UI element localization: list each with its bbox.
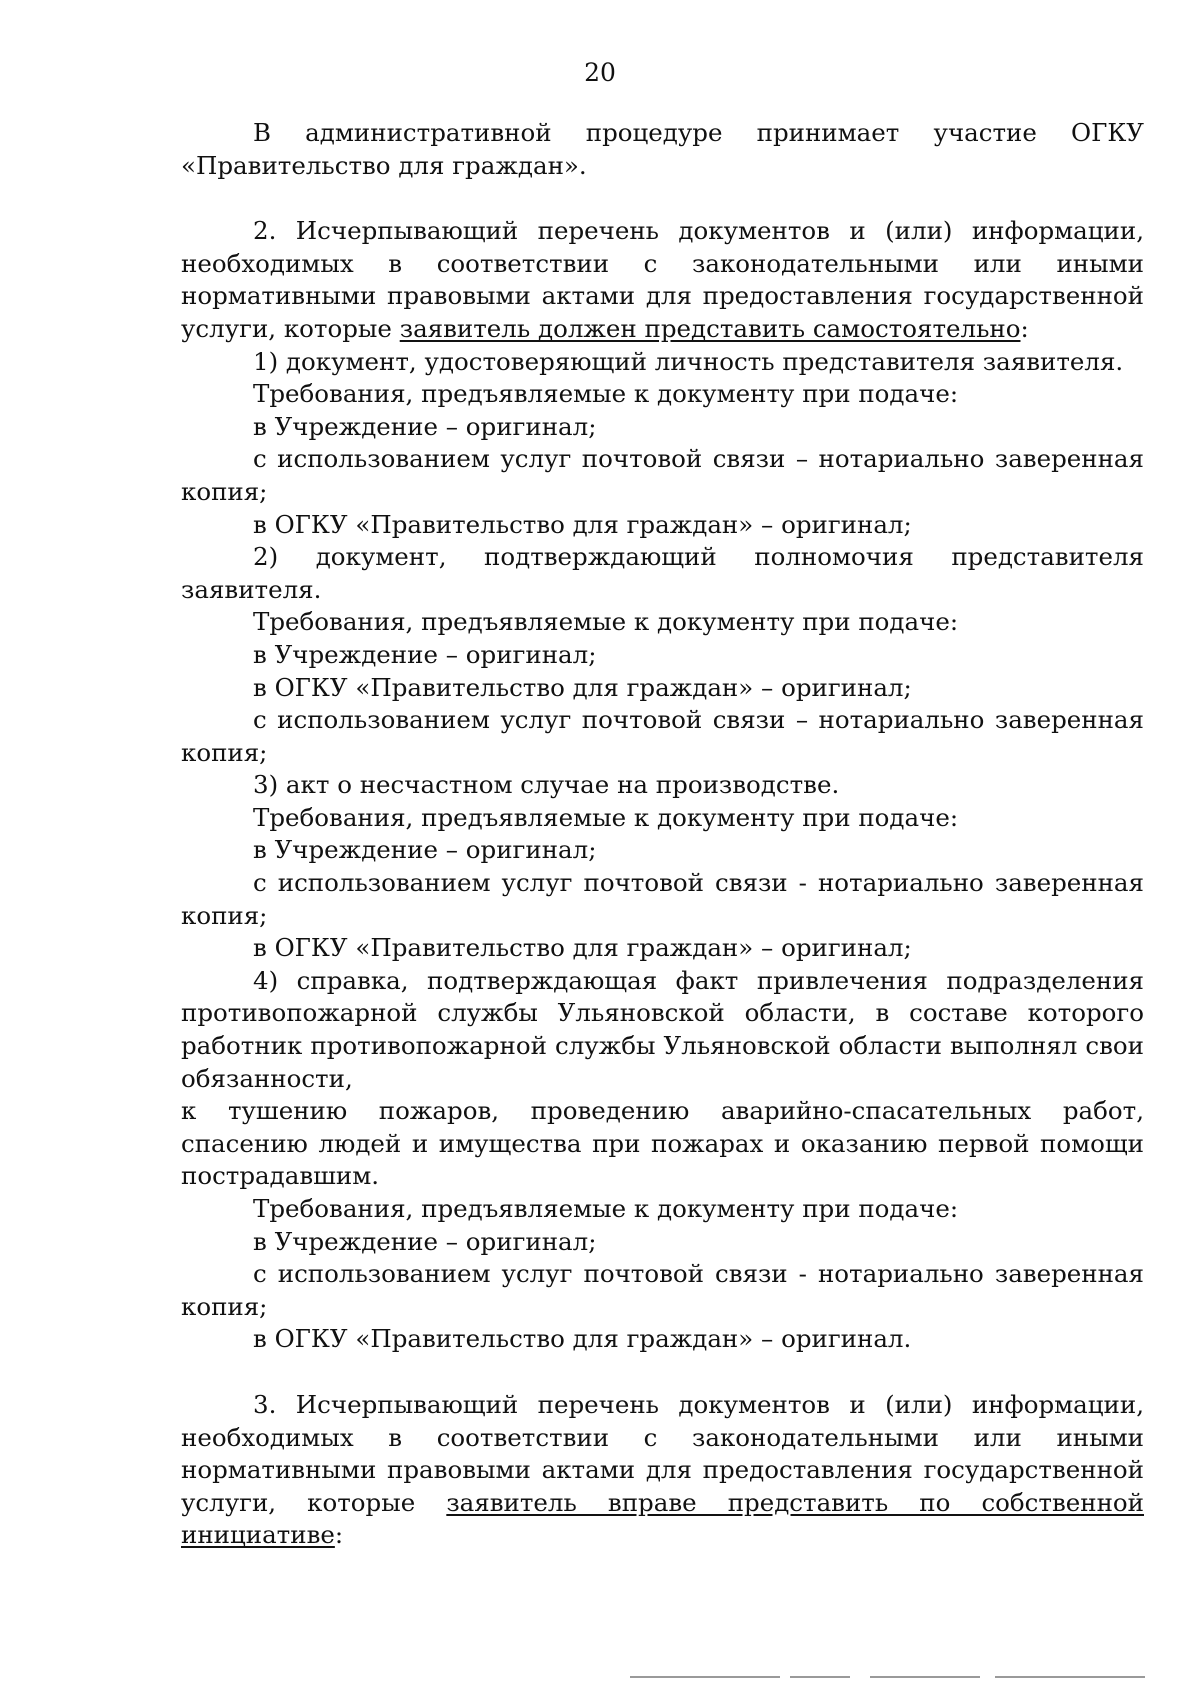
paragraph-text: 3. Исчерпывающий перечень документов и (или) информации, необходимых в соответствии с законодательными или иными нормативными правовыми актами для предоставления государственной услуги, которые — [181, 1389, 1144, 1517]
scan-artifact-line — [790, 1676, 850, 1678]
document-paragraph: 1) документ, удостоверяющий личность представителя заявителя. — [253, 346, 1124, 376]
document-paragraph — [181, 215, 1144, 345]
page-number: 20 — [584, 58, 616, 87]
document-body — [181, 117, 1144, 1552]
document-paragraph: с использованием услуг почтовой связи - нотариально заверенная копия; — [181, 1259, 1144, 1321]
document-paragraph: в Учреждение – оригинал; — [253, 835, 597, 865]
paragraph-text: : — [334, 1520, 344, 1550]
document-paragraph: В административной процедуре принимает участие ОГКУ — [253, 118, 1144, 147]
paragraph-gap — [181, 182, 1144, 215]
document-paragraph: Требования, предъявляемые к документу при подаче: — [253, 1194, 959, 1223]
paragraph-gap — [181, 1356, 1144, 1389]
document-paragraph: с использованием услуг почтовой связи – нотариально заверенная копия; — [181, 444, 1144, 506]
document-paragraph — [181, 1389, 1144, 1552]
document-paragraph: 2) документ, подтверждающий полномочия представителя заявителя. — [181, 542, 1144, 604]
underlined-emphasis: заявитель вправе представить по собственной инициативе — [181, 1487, 1144, 1550]
document-paragraph: к тушению пожаров, проведению аварийно-спасательных работ, спасению людей и имущества при пожарах и оказанию первой помощи пострадавшим. — [181, 1096, 1144, 1191]
document-paragraph: «Правительство для граждан». — [181, 150, 587, 180]
paragraph-text: : — [1020, 313, 1029, 343]
document-paragraph: в Учреждение – оригинал; — [253, 411, 597, 441]
paragraph-text: 2. Исчерпывающий перечень документов и (или) информации, необходимых в соответствии с законодательными или иными нормативными правовыми актами для предоставления государственной услуги, которые — [181, 216, 1144, 343]
underlined-emphasis: заявитель должен представить самостоятельно — [399, 313, 1021, 343]
scan-artifact-line — [870, 1676, 980, 1678]
document-paragraph: с использованием услуг почтовой связи – нотариально заверенная копия; — [181, 705, 1144, 767]
document-paragraph: Требования, предъявляемые к документу при подаче: — [253, 607, 959, 637]
document-paragraph: 4) справка, подтверждающая факт привлечения подразделения противопожарной службы Ульяновской области, в составе которого работник противопожарной службы Ульяновской области выполнял свои обязанности, — [181, 965, 1144, 1093]
document-paragraph: Требования, предъявляемые к документу при подаче: — [253, 802, 959, 832]
document-paragraph: с использованием услуг почтовой связи - нотариально заверенная копия; — [181, 868, 1144, 930]
document-paragraph: Требования, предъявляемые к документу при подаче: — [253, 379, 959, 409]
scan-artifact-line — [630, 1676, 780, 1678]
document-paragraph: в Учреждение – оригинал; — [253, 1226, 597, 1256]
document-paragraph: в ОГКУ «Правительство для граждан» – оригинал; — [253, 509, 912, 539]
document-paragraph: в ОГКУ «Правительство для граждан» – оригинал; — [253, 672, 912, 702]
document-paragraph: 3) акт о несчастном случае на производстве. — [253, 770, 840, 800]
scan-artifact-line — [995, 1676, 1145, 1678]
document-paragraph: в ОГКУ «Правительство для граждан» – оригинал; — [253, 933, 912, 963]
document-paragraph: в Учреждение – оригинал; — [253, 639, 597, 669]
document-paragraph: в ОГКУ «Правительство для граждан» – оригинал. — [253, 1324, 912, 1354]
